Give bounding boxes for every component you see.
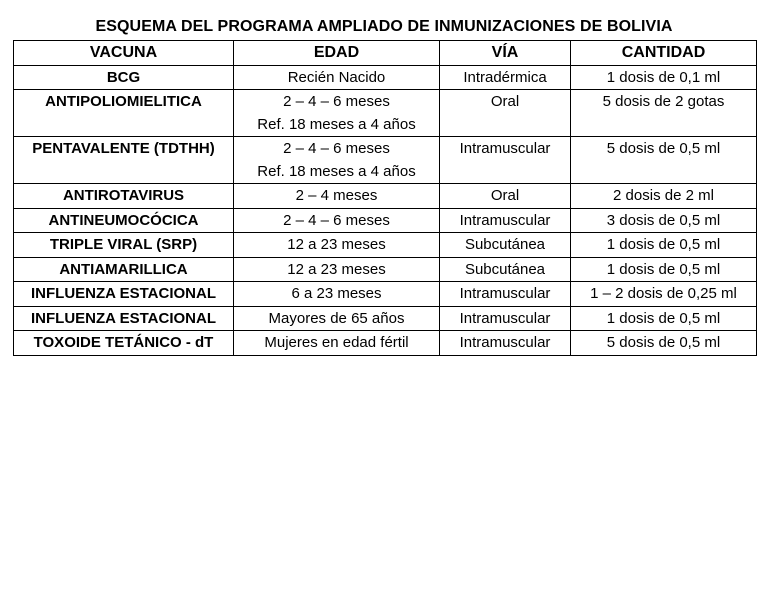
age-line: Recién Nacido	[287, 68, 386, 86]
quantity-cell: 1 – 2 dosis de 0,25 ml	[571, 282, 757, 307]
age-cell	[234, 306, 440, 331]
age-line: 2 – 4 – 6 meses	[283, 93, 390, 110]
column-header-vacuna: VACUNA	[14, 41, 234, 66]
age-line: 12 a 23 meses	[287, 236, 386, 253]
immunization-schedule-table	[13, 40, 757, 356]
age-line: 2 – 4 – 6 meses	[283, 140, 390, 157]
column-header-cantidad: CANTIDAD	[571, 41, 757, 66]
table-row	[14, 257, 757, 282]
table-row	[14, 331, 757, 356]
column-header-edad: EDAD	[234, 41, 440, 66]
quantity-cell: 1 dosis de 0,1 ml	[571, 65, 757, 90]
quantity-cell: 1 dosis de 0,5 ml	[571, 306, 757, 331]
age-line: 6 a 23 meses	[291, 285, 382, 302]
vaccine-cell: ANTIAMARILLICA	[14, 257, 234, 282]
table-row	[14, 208, 757, 233]
table-row	[14, 137, 757, 184]
table-row	[14, 306, 757, 331]
route-cell: Subcutánea	[440, 233, 571, 258]
vaccine-cell: ANTIPOLIOMIELITICA	[14, 90, 234, 137]
quantity-cell: 1 dosis de 0,5 ml	[571, 257, 757, 282]
vaccine-cell: INFLUENZA ESTACIONAL	[14, 282, 234, 307]
age-line: Ref. 18 meses a 4 años	[257, 115, 416, 133]
age-line: Ref. 18 meses a 4 años	[257, 162, 416, 180]
vaccine-cell: TRIPLE VIRAL (SRP)	[14, 233, 234, 258]
quantity-cell: 5 dosis de 0,5 ml	[571, 331, 757, 356]
quantity-cell: 5 dosis de 0,5 ml	[571, 137, 757, 184]
column-header-via: VÍA	[440, 41, 571, 66]
vaccine-cell: TOXOIDE TETÁNICO - dT	[14, 331, 234, 356]
route-cell: Intramuscular	[440, 306, 571, 331]
route-cell: Oral	[440, 90, 571, 137]
vaccine-cell: PENTAVALENTE (TDTHH)	[14, 137, 234, 184]
route-cell: Subcutánea	[440, 257, 571, 282]
age-line: 12 a 23 meses	[287, 260, 386, 278]
vaccine-cell: ANTIROTAVIRUS	[14, 184, 234, 209]
age-cell	[234, 282, 440, 307]
route-cell: Intramuscular	[440, 331, 571, 356]
route-cell: Intramuscular	[440, 282, 571, 307]
page-title: ESQUEMA DEL PROGRAMA AMPLIADO DE INMUNIZACIONES DE BOLIVIA	[95, 18, 673, 35]
route-cell: Oral	[440, 184, 571, 209]
quantity-cell: 5 dosis de 2 gotas	[571, 90, 757, 137]
age-line: 2 – 4 – 6 meses	[283, 211, 390, 229]
age-line: Mayores de 65 años	[268, 309, 405, 327]
age-cell	[234, 331, 440, 356]
route-cell: Intradérmica	[440, 65, 571, 90]
age-line: 2 – 4 meses	[295, 187, 378, 204]
age-cell	[234, 257, 440, 282]
table-row	[14, 184, 757, 209]
age-cell	[234, 233, 440, 258]
route-cell: Intramuscular	[440, 137, 571, 184]
age-line: Mujeres en edad fértil	[264, 334, 409, 351]
vaccine-cell: BCG	[14, 65, 234, 90]
age-cell	[234, 90, 440, 137]
quantity-cell: 3 dosis de 0,5 ml	[571, 208, 757, 233]
age-cell	[234, 65, 440, 90]
table-row	[14, 90, 757, 137]
table-row	[14, 282, 757, 307]
header-row	[14, 41, 757, 66]
age-cell	[234, 184, 440, 209]
table-row	[14, 65, 757, 90]
table-row	[14, 233, 757, 258]
age-cell	[234, 137, 440, 184]
vaccine-cell: INFLUENZA ESTACIONAL	[14, 306, 234, 331]
quantity-cell: 2 dosis de 2 ml	[571, 184, 757, 209]
quantity-cell: 1 dosis de 0,5 ml	[571, 233, 757, 258]
age-cell	[234, 208, 440, 233]
route-cell: Intramuscular	[440, 208, 571, 233]
vaccine-cell: ANTINEUMOCÓCICA	[14, 208, 234, 233]
